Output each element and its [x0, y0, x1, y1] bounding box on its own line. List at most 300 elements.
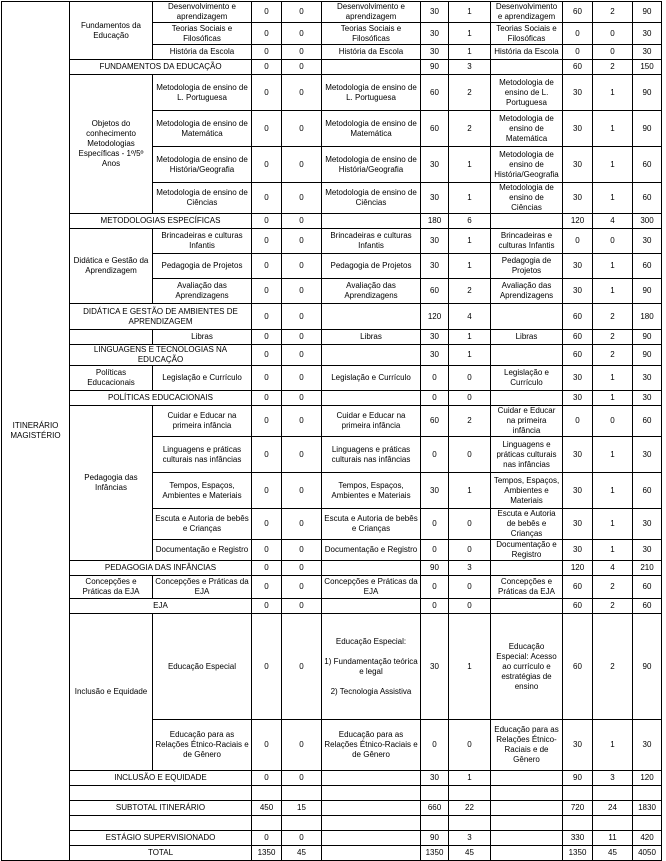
- table-cell: [282, 786, 322, 801]
- table-row: [2, 304, 662, 330]
- table-cell: 60: [563, 2, 593, 23]
- table-cell: Documentação e Registro: [322, 540, 421, 561]
- table-cell: 30: [563, 366, 593, 391]
- table-cell: 0: [282, 771, 322, 786]
- table-cell: 0: [282, 366, 322, 391]
- table-cell: 0: [282, 391, 322, 406]
- table-cell: Desenvolvimento e aprendizagem: [491, 2, 563, 23]
- table-cell: 2: [449, 75, 491, 111]
- table-cell: 30: [633, 391, 662, 406]
- table-cell: 0: [421, 391, 449, 406]
- table-cell: 0: [282, 406, 322, 437]
- table-row: [2, 391, 662, 406]
- table-cell: 30: [563, 75, 593, 111]
- table-cell: [70, 786, 252, 801]
- table-cell: 0: [593, 406, 633, 437]
- table-cell: 0: [282, 561, 322, 576]
- table-cell: 45: [593, 846, 633, 861]
- table-cell: [322, 345, 421, 366]
- table-cell: 90: [633, 614, 662, 720]
- table-cell: 3: [593, 771, 633, 786]
- table-row: [2, 214, 662, 229]
- table-cell: 30: [421, 771, 449, 786]
- table-cell: Documentação e Registro: [153, 540, 252, 561]
- table-cell: [322, 771, 421, 786]
- table-cell: 0: [282, 614, 322, 720]
- table-row: [2, 229, 662, 254]
- table-cell: 0: [252, 540, 282, 561]
- table-cell: [421, 786, 449, 801]
- table-cell: 2: [449, 111, 491, 147]
- table-cell: 30: [421, 45, 449, 60]
- table-cell: 1: [593, 473, 633, 509]
- table-cell: 0: [421, 540, 449, 561]
- table-cell: Educação para as Relações Étnico-Raciais e de Gênero: [491, 720, 563, 771]
- table-cell: Educação Especial: 1) Fundamentação teórica e legal 2) Tecnologia Assistiva: [322, 614, 421, 720]
- table-cell: 0: [563, 23, 593, 45]
- curriculum-table: [1, 1, 662, 861]
- table-cell: 90: [563, 771, 593, 786]
- table-cell: Concepções e Práticas da EJA: [70, 576, 153, 599]
- table-cell: Pedagogia de Projetos: [491, 254, 563, 279]
- table-cell: [491, 846, 563, 861]
- table-cell: 60: [563, 576, 593, 599]
- table-cell: [593, 786, 633, 801]
- table-cell: 0: [252, 561, 282, 576]
- table-cell: Tempos, Espaços, Ambientes e Materiais: [491, 473, 563, 509]
- table-cell: 0: [252, 614, 282, 720]
- table-cell: [322, 831, 421, 846]
- table-cell: 60: [563, 599, 593, 614]
- table-cell: Metodologia de ensino de L. Portuguesa: [322, 75, 421, 111]
- table-cell: 60: [563, 60, 593, 75]
- table-cell: Metodologia de ensino de História/Geografia: [153, 147, 252, 183]
- table-cell: 2: [449, 279, 491, 304]
- table-cell: Concepções e Práticas da EJA: [153, 576, 252, 599]
- table-cell: Metodologia de ensino de L. Portuguesa: [153, 75, 252, 111]
- table-cell: 120: [633, 771, 662, 786]
- table-cell: 0: [593, 23, 633, 45]
- table-cell: 210: [633, 561, 662, 576]
- table-row: [2, 576, 662, 599]
- table-cell: 1: [449, 614, 491, 720]
- table-cell: 1: [449, 45, 491, 60]
- table-cell: 1: [449, 2, 491, 23]
- table-cell: [449, 786, 491, 801]
- table-cell: 0: [282, 304, 322, 330]
- table-cell: 90: [633, 111, 662, 147]
- table-cell: 90: [633, 330, 662, 345]
- table-cell: ESTÁGIO SUPERVISIONADO: [70, 831, 252, 846]
- table-cell: 0: [252, 183, 282, 214]
- table-cell: Metodologia de ensino de Ciências: [153, 183, 252, 214]
- table-cell: [633, 786, 662, 801]
- table-cell: [491, 214, 563, 229]
- table-cell: 30: [563, 391, 593, 406]
- table-cell: [322, 391, 421, 406]
- table-cell: 1350: [252, 846, 282, 861]
- table-cell: 0: [252, 771, 282, 786]
- curriculum-document: [1, 1, 661, 861]
- table-cell: 0: [282, 576, 322, 599]
- table-cell: FUNDAMENTOS DA EDUCAÇÃO: [70, 60, 252, 75]
- table-row: [2, 561, 662, 576]
- table-cell: 45: [282, 846, 322, 861]
- table-cell: 1: [449, 771, 491, 786]
- table-cell: 30: [563, 183, 593, 214]
- table-cell: [252, 816, 282, 831]
- table-row: [2, 801, 662, 816]
- table-cell: 1: [593, 147, 633, 183]
- table-cell: 0: [421, 509, 449, 540]
- table-cell: [491, 60, 563, 75]
- table-cell: 30: [633, 437, 662, 473]
- table-row: [2, 366, 662, 391]
- table-cell: 0: [252, 366, 282, 391]
- table-cell: 0: [252, 23, 282, 45]
- table-cell: Metodologia de ensino de Ciências: [491, 183, 563, 214]
- table-cell: 120: [563, 214, 593, 229]
- table-cell: 0: [563, 406, 593, 437]
- table-row: [2, 75, 662, 111]
- table-cell: SUBTOTAL ITINERÁRIO: [70, 801, 252, 816]
- table-cell: 2: [593, 599, 633, 614]
- table-cell: 1: [593, 111, 633, 147]
- table-cell: [322, 816, 421, 831]
- table-cell: 0: [252, 509, 282, 540]
- table-cell: [633, 816, 662, 831]
- table-cell: 30: [421, 147, 449, 183]
- itinerary-label: ITINERÁRIO MAGISTÉRIO: [2, 2, 70, 861]
- table-cell: 0: [282, 60, 322, 75]
- table-cell: 420: [633, 831, 662, 846]
- table-cell: 1: [593, 183, 633, 214]
- table-cell: 0: [252, 279, 282, 304]
- table-cell: 4050: [633, 846, 662, 861]
- table-cell: [491, 391, 563, 406]
- table-cell: 30: [633, 540, 662, 561]
- table-cell: Tempos, Espaços, Ambientes e Materiais: [153, 473, 252, 509]
- table-cell: 30: [563, 147, 593, 183]
- table-cell: 0: [449, 540, 491, 561]
- table-cell: 1: [593, 437, 633, 473]
- table-cell: 0: [449, 576, 491, 599]
- table-cell: 30: [563, 279, 593, 304]
- table-cell: [491, 801, 563, 816]
- table-row: [2, 614, 662, 720]
- table-cell: [322, 60, 421, 75]
- table-cell: 30: [421, 23, 449, 45]
- table-cell: 2: [593, 330, 633, 345]
- table-cell: 2: [593, 304, 633, 330]
- table-cell: 30: [633, 45, 662, 60]
- table-cell: 1: [449, 229, 491, 254]
- table-cell: 0: [282, 540, 322, 561]
- table-cell: TOTAL: [70, 846, 252, 861]
- table-cell: 0: [252, 75, 282, 111]
- table-cell: LINGUAGENS E TECNOLOGIAS NA EDUCAÇÃO: [70, 345, 252, 366]
- table-cell: 60: [633, 147, 662, 183]
- table-cell: Cuidar e Educar na primeira infância: [491, 406, 563, 437]
- table-cell: 0: [449, 720, 491, 771]
- table-cell: 30: [633, 720, 662, 771]
- table-cell: 30: [633, 229, 662, 254]
- table-cell: 15: [282, 801, 322, 816]
- table-cell: 0: [421, 576, 449, 599]
- table-cell: 0: [252, 831, 282, 846]
- table-cell: INCLUSÃO E EQUIDADE: [70, 771, 252, 786]
- table-cell: 30: [563, 720, 593, 771]
- table-cell: [491, 786, 563, 801]
- table-cell: 60: [633, 599, 662, 614]
- table-cell: 0: [282, 509, 322, 540]
- table-cell: [449, 816, 491, 831]
- table-cell: História da Escola: [491, 45, 563, 60]
- table-cell: 30: [633, 23, 662, 45]
- table-cell: 30: [563, 540, 593, 561]
- table-cell: 30: [563, 509, 593, 540]
- table-cell: 60: [633, 406, 662, 437]
- table-cell: Tempos, Espaços, Ambientes e Materiais: [322, 473, 421, 509]
- table-cell: Linguagens e práticas culturais nas infâncias: [153, 437, 252, 473]
- table-cell: Cuidar e Educar na primeira infância: [153, 406, 252, 437]
- table-cell: 0: [252, 437, 282, 473]
- table-cell: 30: [421, 229, 449, 254]
- table-cell: Legislação e Currículo: [491, 366, 563, 391]
- table-cell: 60: [563, 330, 593, 345]
- table-cell: [491, 599, 563, 614]
- table-cell: 300: [633, 214, 662, 229]
- table-cell: [491, 561, 563, 576]
- table-cell: Metodologia de ensino de História/Geografia: [322, 147, 421, 183]
- table-cell: 60: [563, 614, 593, 720]
- table-cell: 3: [449, 831, 491, 846]
- table-cell: 1: [593, 279, 633, 304]
- table-cell: 2: [449, 406, 491, 437]
- table-row: [2, 846, 662, 861]
- table-cell: 0: [282, 831, 322, 846]
- table-cell: 24: [593, 801, 633, 816]
- table-cell: 0: [282, 720, 322, 771]
- table-cell: Didática e Gestão da Aprendizagem: [70, 229, 153, 304]
- table-cell: 60: [421, 111, 449, 147]
- table-cell: Libras: [153, 330, 252, 345]
- table-cell: 4: [593, 561, 633, 576]
- table-cell: Brincadeiras e culturas Infantis: [153, 229, 252, 254]
- table-cell: 22: [449, 801, 491, 816]
- table-cell: METODOLOGIAS ESPECÍFICAS: [70, 214, 252, 229]
- table-cell: [491, 831, 563, 846]
- table-cell: PEDAGOGIA DAS INFÂNCIAS: [70, 561, 252, 576]
- table-cell: 1350: [421, 846, 449, 861]
- table-cell: 11: [593, 831, 633, 846]
- table-cell: [252, 786, 282, 801]
- table-cell: [322, 801, 421, 816]
- table-cell: 3: [449, 561, 491, 576]
- table-cell: EJA: [70, 599, 252, 614]
- table-cell: Metodologia de ensino de Matemática: [322, 111, 421, 147]
- table-cell: 0: [282, 183, 322, 214]
- table-cell: 1: [449, 254, 491, 279]
- table-cell: 30: [633, 366, 662, 391]
- table-cell: Libras: [322, 330, 421, 345]
- table-cell: 0: [282, 2, 322, 23]
- table-cell: 1: [593, 509, 633, 540]
- table-cell: 0: [282, 45, 322, 60]
- table-cell: 60: [633, 183, 662, 214]
- table-cell: [322, 786, 421, 801]
- table-cell: Brincadeiras e culturas Infantis: [491, 229, 563, 254]
- table-row: [2, 599, 662, 614]
- table-cell: 0: [252, 254, 282, 279]
- table-cell: Educação Especial: [153, 614, 252, 720]
- table-cell: 0: [449, 391, 491, 406]
- table-cell: 0: [282, 147, 322, 183]
- table-cell: Linguagens e práticas culturais nas infâncias: [322, 437, 421, 473]
- table-cell: 0: [282, 229, 322, 254]
- table-cell: 0: [252, 473, 282, 509]
- table-cell: Concepções e Práticas da EJA: [322, 576, 421, 599]
- table-cell: 0: [282, 75, 322, 111]
- table-row: [2, 60, 662, 75]
- table-cell: 4: [593, 214, 633, 229]
- table-cell: 0: [252, 229, 282, 254]
- table-cell: Pedagogia de Projetos: [153, 254, 252, 279]
- table-row: [2, 2, 662, 23]
- table-cell: 0: [252, 406, 282, 437]
- table-cell: DIDÁTICA E GESTÃO DE AMBIENTES DE APRENDIZAGEM: [70, 304, 252, 330]
- table-cell: [563, 786, 593, 801]
- table-cell: 0: [282, 599, 322, 614]
- table-cell: Metodologia de ensino de Matemática: [491, 111, 563, 147]
- table-cell: 30: [563, 437, 593, 473]
- table-cell: Metodologia de ensino de Matemática: [153, 111, 252, 147]
- table-cell: [491, 304, 563, 330]
- table-cell: 1: [593, 540, 633, 561]
- table-cell: [282, 816, 322, 831]
- table-cell: 1830: [633, 801, 662, 816]
- table-cell: 90: [421, 60, 449, 75]
- table-cell: 0: [282, 111, 322, 147]
- table-cell: 0: [252, 304, 282, 330]
- table-cell: 90: [421, 831, 449, 846]
- table-cell: História da Escola: [153, 45, 252, 60]
- table-cell: 1: [449, 147, 491, 183]
- table-cell: [491, 771, 563, 786]
- table-cell: Documentação e Registro: [491, 540, 563, 561]
- table-cell: Avaliação das Aprendizagens: [491, 279, 563, 304]
- table-cell: 0: [421, 720, 449, 771]
- table-cell: Escuta e Autoria de bebês e Crianças: [491, 509, 563, 540]
- table-cell: [563, 816, 593, 831]
- table-cell: 120: [421, 304, 449, 330]
- table-row: [2, 831, 662, 846]
- table-cell: 0: [282, 345, 322, 366]
- table-cell: 0: [252, 60, 282, 75]
- table-cell: Cuidar e Educar na primeira infância: [322, 406, 421, 437]
- table-cell: [70, 330, 153, 345]
- table-cell: 30: [421, 345, 449, 366]
- table-cell: 2: [593, 345, 633, 366]
- table-cell: 0: [282, 214, 322, 229]
- table-row: [2, 816, 662, 831]
- table-cell: 0: [252, 345, 282, 366]
- table-cell: 30: [421, 473, 449, 509]
- table-cell: Linguagens e práticas culturais nas infâncias: [491, 437, 563, 473]
- table-cell: Desenvolvimento e aprendizagem: [322, 2, 421, 23]
- table-cell: 90: [633, 345, 662, 366]
- table-cell: 0: [252, 720, 282, 771]
- table-cell: 0: [282, 279, 322, 304]
- table-cell: Pedagogia de Projetos: [322, 254, 421, 279]
- table-cell: 1: [593, 254, 633, 279]
- table-cell: 30: [421, 254, 449, 279]
- table-cell: 60: [421, 75, 449, 111]
- table-cell: 0: [449, 509, 491, 540]
- table-cell: 90: [421, 561, 449, 576]
- table-cell: 0: [449, 599, 491, 614]
- table-cell: 60: [421, 406, 449, 437]
- table-cell: 720: [563, 801, 593, 816]
- table-cell: 0: [252, 599, 282, 614]
- table-cell: 30: [563, 111, 593, 147]
- table-cell: [322, 846, 421, 861]
- table-cell: 0: [449, 437, 491, 473]
- table-cell: [322, 214, 421, 229]
- table-cell: 0: [563, 45, 593, 60]
- table-cell: Avaliação das Aprendizagens: [153, 279, 252, 304]
- table-cell: 30: [421, 614, 449, 720]
- table-cell: 30: [633, 509, 662, 540]
- table-cell: 1: [593, 366, 633, 391]
- table-cell: Escuta e Autoria de bebês e Crianças: [322, 509, 421, 540]
- table-cell: 1: [593, 391, 633, 406]
- table-row: [2, 345, 662, 366]
- table-cell: [322, 304, 421, 330]
- table-row: [2, 330, 662, 345]
- table-cell: 0: [563, 229, 593, 254]
- table-cell: 90: [633, 75, 662, 111]
- table-cell: 1: [449, 23, 491, 45]
- table-cell: Legislação e Currículo: [153, 366, 252, 391]
- table-cell: 1: [449, 183, 491, 214]
- table-cell: 0: [593, 45, 633, 60]
- table-cell: 150: [633, 60, 662, 75]
- table-cell: [70, 816, 252, 831]
- table-cell: 0: [252, 111, 282, 147]
- table-cell: 2: [593, 614, 633, 720]
- table-cell: 0: [252, 45, 282, 60]
- table-row: [2, 406, 662, 437]
- table-cell: Libras: [491, 330, 563, 345]
- table-cell: 0: [252, 391, 282, 406]
- table-cell: 1350: [563, 846, 593, 861]
- table-cell: 30: [421, 183, 449, 214]
- table-cell: 1: [449, 473, 491, 509]
- table-cell: 60: [563, 304, 593, 330]
- table-cell: 0: [252, 147, 282, 183]
- table-cell: 0: [252, 214, 282, 229]
- table-cell: Escuta e Autoria de bebês e Crianças: [153, 509, 252, 540]
- table-cell: POLÍTICAS EDUCACIONAIS: [70, 391, 252, 406]
- table-cell: 90: [633, 279, 662, 304]
- table-cell: 0: [282, 437, 322, 473]
- table-cell: 0: [282, 254, 322, 279]
- table-cell: 0: [282, 473, 322, 509]
- table-cell: 30: [421, 2, 449, 23]
- table-cell: Pedagogia das Infâncias: [70, 406, 153, 561]
- table-cell: [593, 816, 633, 831]
